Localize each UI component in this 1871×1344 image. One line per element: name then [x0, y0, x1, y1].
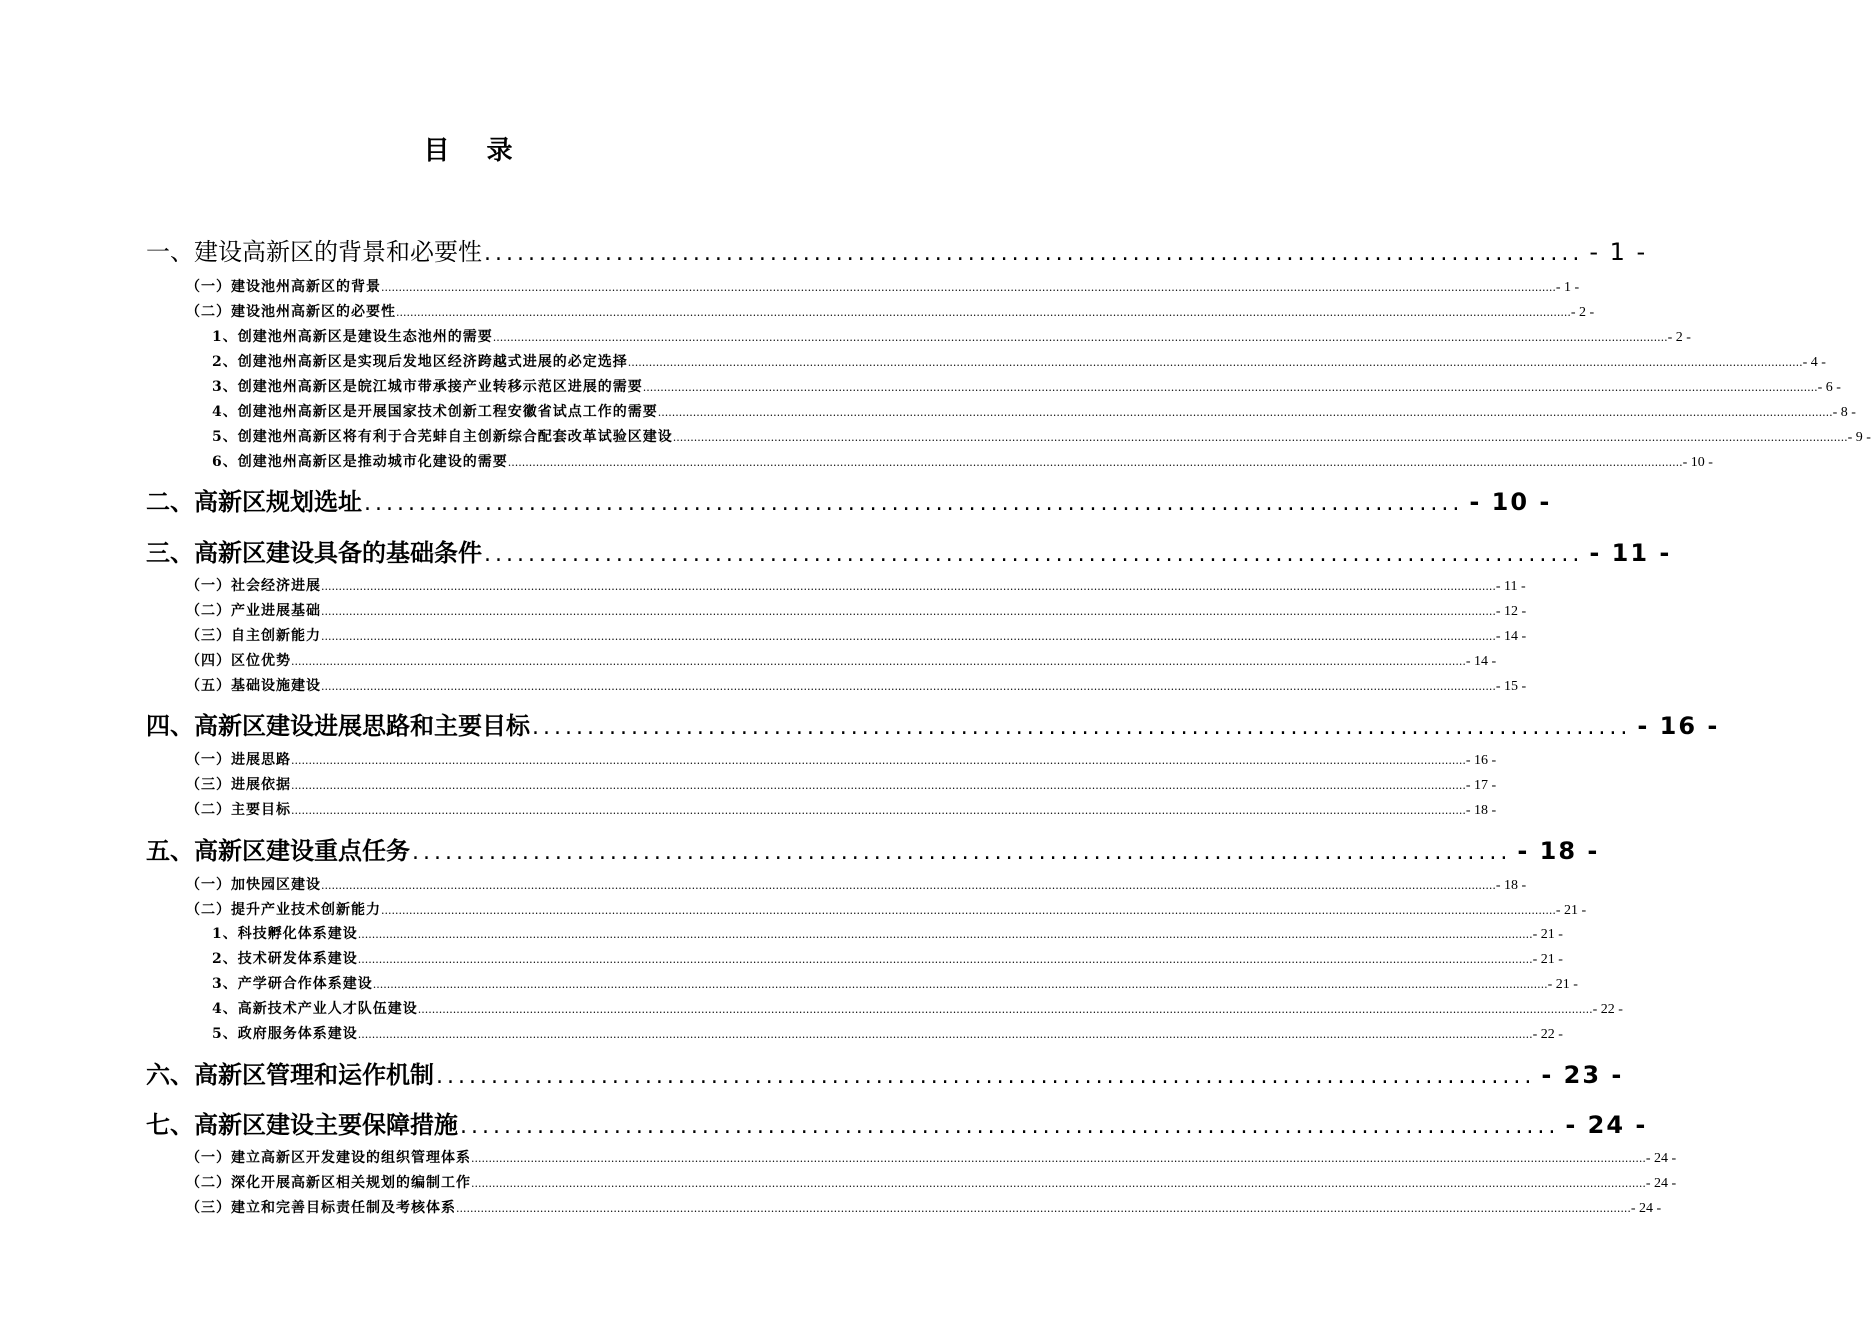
toc-entry-label: 4、高新技术产业人才队伍建设: [212, 1001, 418, 1017]
toc-leader: ................................................................................................................................................................................................................................................................................................................................................: [291, 754, 1466, 767]
toc-entry-level3[interactable]: [212, 426, 1871, 446]
toc-leader: ....................................................................................................: [484, 241, 1584, 266]
toc-page-number: - 18 -: [1495, 878, 1527, 893]
toc-leader: ................................................................................................................................................................................................................................................................................................................................................: [321, 680, 1496, 693]
toc-entry-level3[interactable]: [212, 451, 1713, 471]
toc-leader: ................................................................................................................................................................................................................................................................................................................................................: [321, 580, 1496, 593]
toc-page-number: - 22 -: [1532, 1027, 1563, 1042]
toc-page-number: - 18 -: [1465, 803, 1497, 818]
toc-page-number: - 4 -: [1802, 355, 1826, 370]
toc-leader: ................................................................................................................................................................................................................................................................................................................................................: [291, 804, 1466, 817]
toc-leader: ................................................................................................................................................................................................................................................................................................................................................: [471, 1152, 1646, 1165]
toc-leader: ................................................................................................................................................................................................................................................................................................................................................: [657, 406, 1833, 419]
toc-entry-level2[interactable]: [186, 301, 1595, 321]
toc-leader: ................................................................................................................................................................................................................................................................................................................................................: [291, 779, 1466, 792]
toc-page-number: - 6 -: [1817, 380, 1841, 395]
toc-entry-label: 2、技术研发体系建设: [212, 951, 358, 967]
toc-entry-label: 5、创建池州高新区将有利于合芜蚌自主创新综合配套改革试验区建设: [212, 429, 673, 445]
toc-page-number: - 21 -: [1532, 927, 1563, 942]
toc-entry-label: 2、创建池州高新区是实现后发地区经济跨越式进展的必定选择: [212, 354, 628, 370]
toc-leader: ....................................................................................................: [484, 542, 1584, 567]
toc-leader: ................................................................................................................................................................................................................................................................................................................................................: [372, 978, 1548, 991]
toc-entry-label: 五、高新区建设重点任务: [146, 837, 410, 865]
toc-page-number: - 1 -: [1589, 238, 1648, 266]
toc-entry-level2[interactable]: [186, 749, 1497, 769]
toc-leader: ................................................................................................................................................................................................................................................................................................................................................: [471, 1177, 1646, 1190]
toc-entry-level2[interactable]: [186, 1197, 1662, 1217]
toc-entry-label: （二）产业进展基础: [186, 603, 321, 619]
toc-entry-level3[interactable]: [212, 351, 1826, 371]
toc-leader: ................................................................................................................................................................................................................................................................................................................................................: [291, 655, 1466, 668]
toc-page-number: - 21 -: [1547, 977, 1578, 992]
toc-page-number: - 2 -: [1570, 305, 1595, 320]
toc-page-number: - 24 -: [1630, 1201, 1662, 1216]
toc-leader: ....................................................................................................: [460, 1114, 1560, 1139]
toc-entry-label: （一）建设池州高新区的背景: [186, 279, 381, 295]
toc-page-number: - 23 -: [1541, 1061, 1624, 1089]
toc-entry-label: （一）加快园区建设: [186, 877, 321, 893]
toc-entry-label: （三）建立和完善目标责任制及考核体系: [186, 1200, 456, 1216]
toc-leader: ................................................................................................................................................................................................................................................................................................................................................: [357, 953, 1533, 966]
toc-entry-label: 1、科技孵化体系建设: [212, 926, 358, 942]
toc-entry-level1[interactable]: [146, 706, 1720, 740]
toc-entry-level3[interactable]: [212, 973, 1578, 993]
toc-page-number: - 16 -: [1637, 712, 1720, 740]
toc-page-number: - 9 -: [1847, 430, 1871, 445]
toc-leader: ....................................................................................................: [412, 840, 1512, 865]
toc-leader: ................................................................................................................................................................................................................................................................................................................................................: [381, 904, 1556, 917]
toc-entry-label: 5、政府服务体系建设: [212, 1026, 358, 1042]
toc-entry-level1[interactable]: [146, 1055, 1624, 1089]
toc-entry-level2[interactable]: [186, 1147, 1677, 1167]
toc-entry-label: （二）主要目标: [186, 802, 291, 818]
toc-entry-level2[interactable]: [186, 675, 1527, 695]
toc-entry-level2[interactable]: [186, 799, 1497, 819]
toc-entry-label: 4、创建池州高新区是开展国家技术创新工程安徽省试点工作的需要: [212, 404, 658, 420]
toc-leader: ....................................................................................................: [364, 491, 1464, 516]
toc-page-number: - 24 -: [1645, 1176, 1677, 1191]
toc-entry-level2[interactable]: [186, 899, 1587, 919]
toc-entry-label: （五）基础设施建设: [186, 678, 321, 694]
toc-entry-label: （一）进展思路: [186, 752, 291, 768]
toc-leader: ................................................................................................................................................................................................................................................................................................................................................: [642, 381, 1818, 394]
toc-leader: ................................................................................................................................................................................................................................................................................................................................................: [381, 281, 1556, 294]
toc-entry-label: 6、创建池州高新区是推动城市化建设的需要: [212, 454, 508, 470]
toc-leader: ................................................................................................................................................................................................................................................................................................................................................: [417, 1003, 1593, 1016]
toc-leader: ................................................................................................................................................................................................................................................................................................................................................: [456, 1202, 1631, 1215]
toc-entry-level1[interactable]: [146, 1105, 1648, 1139]
toc-entry-level3[interactable]: [212, 326, 1691, 346]
toc-entry-label: （四）区位优势: [186, 653, 291, 669]
toc-entry-label: （二）提升产业技术创新能力: [186, 902, 381, 918]
toc-leader: ................................................................................................................................................................................................................................................................................................................................................: [396, 306, 1571, 319]
toc-entry-level2[interactable]: [186, 600, 1527, 620]
toc-entry-level3[interactable]: [212, 948, 1563, 968]
toc-entry-level3[interactable]: [212, 401, 1856, 421]
toc-entry-label: 六、高新区管理和运作机制: [146, 1061, 434, 1089]
toc-page-number: - 24 -: [1565, 1111, 1648, 1139]
toc-entry-level2[interactable]: [186, 625, 1527, 645]
toc-entry-level1[interactable]: [146, 232, 1648, 266]
toc-entry-label: （一）建立高新区开发建设的组织管理体系: [186, 1150, 471, 1166]
toc-entry-label: 3、创建池州高新区是皖江城市带承接产业转移示范区进展的需要: [212, 379, 643, 395]
toc-page-number: - 1 -: [1555, 280, 1580, 295]
toc-leader: ................................................................................................................................................................................................................................................................................................................................................: [321, 605, 1496, 618]
toc-entry-label: 二、高新区规划选址: [146, 488, 362, 516]
toc-leader: ................................................................................................................................................................................................................................................................................................................................................: [492, 331, 1668, 344]
toc-leader: ................................................................................................................................................................................................................................................................................................................................................: [672, 431, 1848, 444]
toc-page-number: - 11 -: [1589, 539, 1672, 567]
toc-page-number: - 10 -: [1469, 488, 1552, 516]
toc-entry-label: 四、高新区建设进展思路和主要目标: [146, 712, 530, 740]
toc-entry-level2[interactable]: [186, 575, 1526, 595]
toc-entry-label: 七、高新区建设主要保障措施: [146, 1111, 458, 1139]
toc-entry-level2[interactable]: [186, 1172, 1677, 1192]
toc-leader: ................................................................................................................................................................................................................................................................................................................................................: [321, 879, 1496, 892]
toc-entry-label: （三）进展依据: [186, 777, 291, 793]
toc-page-number: - 24 -: [1645, 1151, 1677, 1166]
toc-entry-level2[interactable]: [186, 774, 1497, 794]
toc-page-number: - 12 -: [1495, 604, 1527, 619]
toc-entry-level2[interactable]: [186, 874, 1527, 894]
toc-entry-label: 三、高新区建设具备的基础条件: [146, 539, 482, 567]
toc-entry-label: （一）社会经济进展: [186, 578, 321, 594]
toc-page-number: - 21 -: [1532, 952, 1563, 967]
toc-entry-label: 一、建设高新区的背景和必要性: [146, 238, 482, 266]
toc-page-number: - 16 -: [1465, 753, 1497, 768]
toc-leader: ....................................................................................................: [436, 1064, 1536, 1089]
toc-entry-level3[interactable]: [212, 376, 1841, 396]
toc-entry-level2[interactable]: [186, 276, 1580, 296]
toc-leader: ....................................................................................................: [532, 715, 1632, 740]
toc-entry-level3[interactable]: [212, 923, 1563, 943]
toc-entry-label: （二）建设池州高新区的必要性: [186, 304, 396, 320]
toc-page-number: - 14 -: [1495, 629, 1527, 644]
toc-leader: ................................................................................................................................................................................................................................................................................................................................................: [507, 456, 1683, 469]
toc-entry-level3[interactable]: [212, 1023, 1563, 1043]
toc-entry-level3[interactable]: [212, 998, 1623, 1018]
toc-page-number: - 15 -: [1495, 679, 1527, 694]
toc-page-number: - 10 -: [1682, 455, 1713, 470]
toc-leader: ................................................................................................................................................................................................................................................................................................................................................: [627, 356, 1803, 369]
toc-entry-label: 1、创建池州高新区是建设生态池州的需要: [212, 329, 493, 345]
toc-entry-level1[interactable]: [146, 533, 1672, 567]
toc-entry-level2[interactable]: [186, 650, 1497, 670]
toc-page-number: - 22 -: [1592, 1002, 1623, 1017]
toc-leader: ................................................................................................................................................................................................................................................................................................................................................: [357, 1028, 1533, 1041]
toc-leader: ................................................................................................................................................................................................................................................................................................................................................: [357, 928, 1533, 941]
toc-page-number: - 17 -: [1465, 778, 1497, 793]
toc-entry-level1[interactable]: [146, 831, 1600, 865]
toc-entry-label: 3、产学研合作体系建设: [212, 976, 373, 992]
toc-entry-label: （三）自主创新能力: [186, 628, 321, 644]
toc-page-number: - 14 -: [1465, 654, 1497, 669]
toc-entry-label: （二）深化开展高新区相关规划的编制工作: [186, 1175, 471, 1191]
page-title: 目 录: [423, 136, 527, 166]
toc-page-number: - 11 -: [1495, 579, 1526, 594]
toc-page-number: - 21 -: [1555, 903, 1587, 918]
toc-entry-level1[interactable]: [146, 482, 1552, 516]
toc-page-number: - 18 -: [1517, 837, 1600, 865]
toc-leader: ................................................................................................................................................................................................................................................................................................................................................: [321, 630, 1496, 643]
toc-page-number: - 8 -: [1832, 405, 1856, 420]
toc-page-number: - 2 -: [1667, 330, 1691, 345]
